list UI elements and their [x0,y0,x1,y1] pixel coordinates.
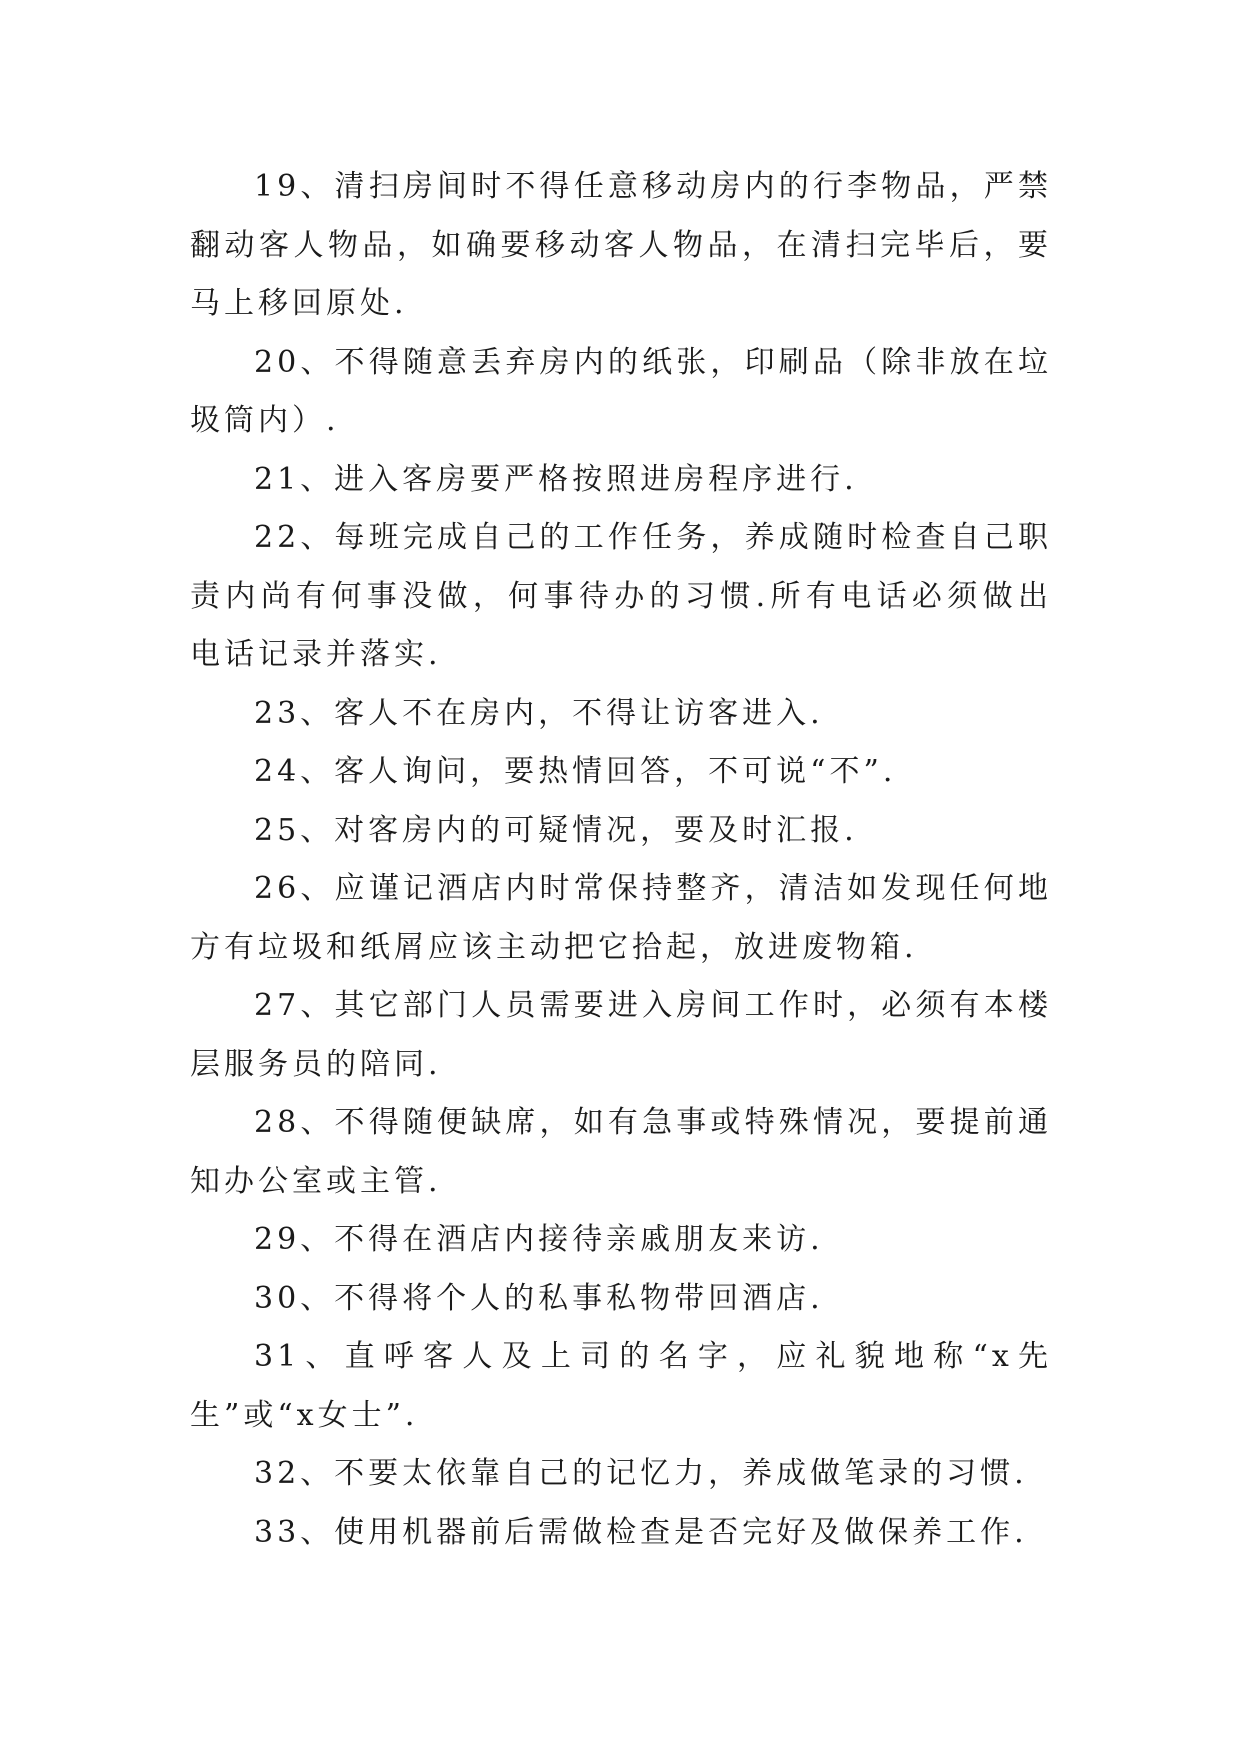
rule-paragraph-25: 25、对客房内的可疑情况，要及时汇报. [254,812,858,848]
rule-paragraph-28: 28、不得随便缺席，如有急事或特殊情况，要提前通知办公室或主管. [190,1105,1052,1199]
rule-paragraph-26: 26、应谨记酒店内时常保持整齐，清洁如发现任何地方有垃圾和纸屑应该主动把它拾起，放进废物箱. [190,871,1052,965]
rule-paragraph-20: 20、不得随意丢弃房内的纸张，印刷品（除非放在垃圾筒内）. [190,344,1052,438]
rule-paragraph-23: 23、客人不在房内，不得让访客进入. [254,695,824,731]
rule-paragraph-29: 29、不得在酒店内接待亲戚朋友来访. [254,1222,824,1257]
rule-paragraph-30: 30、不得将个人的私事私物带回酒店. [254,1280,824,1316]
rule-paragraph-24: 24、客人询问，要热情回答，不可说“不”. [254,754,897,789]
rule-paragraph-22: 22、每班完成自己的工作任务，养成随时检查自己职责内尚有何事没做，何事待办的习惯.所有电话必须做出电话记录并落实. [190,520,1052,672]
rule-paragraph-33: 33、使用机器前后需做检查是否完好及做保养工作. [254,1514,1028,1550]
rule-paragraph-32: 32、不要太依靠自己的记忆力，养成做笔录的习惯. [254,1456,1028,1491]
document-body [190,158,1052,1562]
rule-paragraph-27: 27、其它部门人员需要进入房间工作时，必须有本楼层服务员的陪同. [190,988,1052,1082]
rule-paragraph-31: 31、直呼客人及上司的名字，应礼貌地称“x先生”或“x女士”. [190,1339,1052,1433]
rule-paragraph-21: 21、进入客房要严格按照进房程序进行. [254,461,858,497]
rule-paragraph-19: 19、清扫房间时不得任意移动房内的行李物品，严禁翻动客人物品，如确要移动客人物品，在清扫完毕后，要马上移回原处. [190,169,1052,321]
